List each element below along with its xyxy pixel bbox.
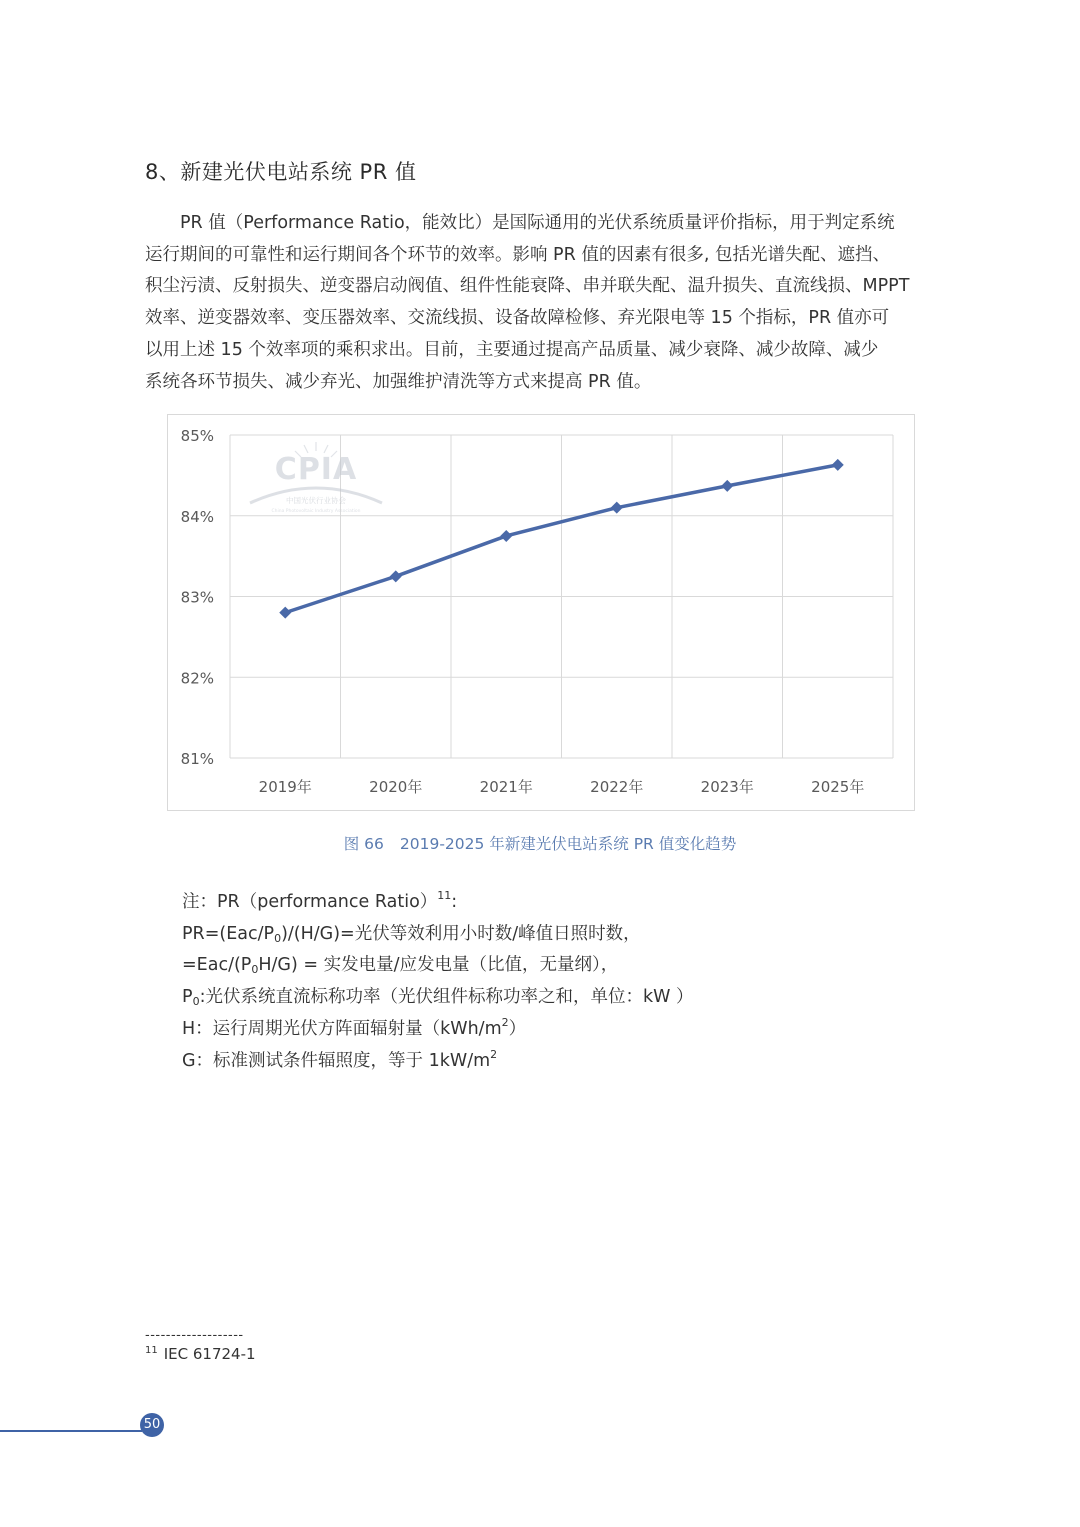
page-number: 50 — [140, 1413, 164, 1437]
y-axis — [181, 427, 214, 768]
paragraph-line: 积尘污渍、反射损失、逆变器启动阀值、组件性能衰降、串并联失配、温升损失、直流线损、MPPT — [145, 276, 910, 297]
paragraph-line: PR 值（Performance Ratio，能效比）是国际通用的光伏系统质量评价指标，用于判定系统 — [180, 213, 895, 233]
paragraph-line: 效率、逆变器效率、变压器效率、交流线损、设备故障检修、弃光限电等 15 个指标，PR 值亦可 — [145, 308, 890, 329]
body-paragraph — [145, 208, 940, 398]
note-line-h: H：运行周期光伏方阵面辐射量$(kWh/m^2)$ — [182, 1015, 527, 1039]
paragraph-line: 运行期间的可靠性和运行期间各个环节的效率。影响 PR 值的因素有很多, 包括光谱失配、遮挡、 — [145, 244, 890, 265]
footnote-divider: ------------------- — [145, 1328, 244, 1343]
data-point-marker — [611, 502, 623, 514]
data-point-marker — [832, 459, 844, 471]
x-tick-label: 2022年 — [590, 778, 644, 796]
paragraph-line: 以用上述 15 个效率项的乘积求出。目前，主要通过提高产品质量、减少衰降、减少故障、减少 — [145, 339, 879, 360]
x-tick-label: 2023年 — [700, 778, 754, 796]
x-axis — [259, 778, 865, 796]
data-point-marker — [721, 480, 733, 492]
watermark-logo-text: CPIA — [274, 452, 358, 487]
y-tick-label: 85% — [180, 427, 214, 445]
x-tick-label: 2019年 — [258, 778, 312, 796]
data-point-marker — [390, 570, 402, 582]
footnote-ref: 11 — [437, 889, 452, 902]
note-line-pr-ratio: $=Eac/(P_0H/G)$ = 实发电量/应发电量（比值，无量纲）， — [182, 955, 619, 977]
y-tick-label: 84% — [180, 507, 214, 526]
figure-caption-text: 2019-2025 年新建光伏电站系统 PR 值变化趋势 — [399, 835, 737, 853]
figure-number: 图 66 — [343, 835, 384, 853]
note-line-intro: 注：PR（performance Ratio）$^{11}$: — [182, 889, 458, 912]
watermark-org-cn: 中国光伏行业协会 — [286, 496, 346, 505]
note-line-p0: $P_0$:光伏系统直流标称功率（光伏组件标称功率之和，单位：kW ） — [182, 987, 694, 1009]
y-tick-label: 81% — [180, 750, 214, 768]
footnote-number: 11 — [145, 1345, 158, 1356]
y-tick-label: 83% — [180, 588, 214, 607]
formula-notes — [182, 887, 693, 1077]
data-point-marker — [500, 530, 512, 542]
chart-canvas — [168, 415, 914, 810]
x-tick-label: 2020年 — [369, 778, 423, 796]
data-point-marker — [279, 607, 291, 619]
footnote-text: IEC 61724-1 — [163, 1345, 256, 1363]
cpia-watermark-logo — [250, 442, 382, 514]
page-footer-line — [0, 1430, 142, 1432]
paragraph-line: 系统各环节损失、减少弃光、加强维护清洗等方式来提高 PR 值。 — [145, 371, 652, 392]
section-heading: 8、新建光伏电站系统 PR 值 — [145, 160, 417, 184]
figure-caption — [0, 832, 1080, 854]
watermark-org-en: China Photovoltaic Industry Association — [271, 509, 361, 514]
note-line-pr-formula: $PR=(Eac/P_0)/(H/G)=$光伏等效利用小时数/峰值日照时数， — [182, 923, 641, 945]
pr-line-chart — [167, 414, 915, 811]
y-tick-label: 82% — [180, 669, 214, 688]
footnote — [145, 1345, 256, 1363]
note-line-g: G：标准测试条件辐照度，等于 $1kW/m^2$ — [182, 1047, 498, 1071]
x-tick-label: 2021年 — [479, 778, 533, 796]
x-tick-label: 2025年 — [811, 778, 865, 796]
